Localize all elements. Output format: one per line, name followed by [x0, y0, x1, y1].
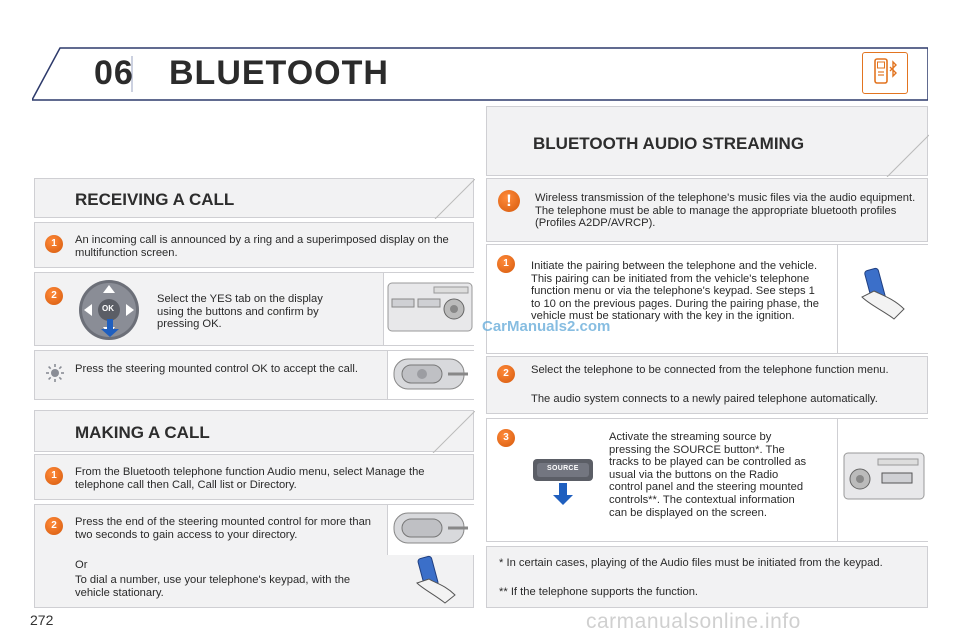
radio-panel-thumbnail [837, 419, 928, 541]
step-text: Select the telephone to be connected from the telephone function menu. [531, 364, 889, 376]
watermark-middle: CarManuals2.com [482, 318, 611, 335]
page-header [32, 46, 928, 102]
step-text-2: The audio system connects to a newly paired telephone automatically. [531, 393, 878, 405]
step-number-badge: 1 [497, 255, 515, 273]
steering-control-thumbnail [387, 351, 474, 399]
header-frame [32, 46, 928, 102]
streaming-step-3 [486, 418, 928, 542]
section-title-receiving: RECEIVING A CALL [75, 190, 235, 209]
source-button-icon [521, 445, 609, 507]
steering-control-thumbnail [387, 505, 474, 555]
streaming-step-1 [486, 244, 928, 354]
step-or-text: Or [75, 559, 88, 571]
footnote-1: * In certain cases, playing of the Audio files must be initiated from the keypad. [499, 557, 883, 569]
receiving-step-2 [34, 272, 474, 346]
ok-label: OK [102, 304, 114, 313]
phone-in-hand-icon [405, 555, 465, 607]
making-title-box [34, 410, 474, 452]
step-number-badge: 2 [45, 287, 63, 305]
bluetooth-phone-icon [862, 52, 908, 94]
tip-text: Press the steering mounted control OK to accept the call. [75, 363, 358, 375]
step-number-badge: 1 [45, 467, 63, 485]
making-step-2 [34, 504, 474, 608]
step-number-badge: 3 [497, 429, 515, 447]
ok-navigation-pad-icon [69, 277, 149, 343]
page-title: BLUETOOTH [169, 54, 389, 92]
streaming-footnotes [486, 546, 928, 608]
section-title-making: MAKING A CALL [75, 423, 210, 442]
step-text: Initiate the pairing between the telephone and the vehicle. This pairing can be initiated from the vehicle's telephone function menu or via the telephone's keypad. See steps 1 to 10 on the previous pages. During the pairing phase, the vehicle must be stationary with the key in the ignition. [531, 260, 819, 323]
receiving-step-1 [34, 222, 474, 268]
warning-exclamation-icon: ! [498, 190, 520, 212]
watermark-footer: carmanualsonline.info [586, 610, 801, 633]
step-number-badge: 2 [45, 517, 63, 535]
streaming-step-2 [486, 356, 928, 414]
source-button-label: SOURCE [547, 465, 579, 472]
radio-panel-thumbnail [383, 273, 474, 345]
streaming-title-box [486, 106, 928, 176]
step-text: Select the YES tab on the display using the buttons and confirm by pressing OK. [157, 293, 323, 331]
step-text: An incoming call is announced by a ring and a superimposed display on the multifunction screen. [75, 234, 449, 259]
warning-text: Wireless transmission of the telephone's music files via the audio equipment. The telephone must be able to manage the appropriate bluetooth profiles (Profiles A2DP/AVRCP). [535, 192, 916, 230]
step-text: Press the end of the steering mounted control for more than two seconds to gain access to your directory. [75, 516, 372, 541]
streaming-warning [486, 178, 928, 242]
step-number-badge: 1 [45, 235, 63, 253]
step-number-badge: 2 [497, 365, 515, 383]
step-text: From the Bluetooth telephone function Audio menu, select Manage the telephone call then Call, Call list or Directory. [75, 466, 425, 491]
sun-tip-icon [45, 363, 65, 383]
section-title-streaming: BLUETOOTH AUDIO STREAMING [533, 134, 805, 153]
page-number: 272 [30, 612, 54, 628]
phone-in-hand-thumbnail [837, 245, 928, 353]
step-text: Activate the streaming source by pressing the SOURCE button*. The tracks to be played can be controlled as usual via the buttons on the Radio control panel and the steering mounted controls**. The contextual information can be displayed on the screen. [609, 431, 807, 519]
receiving-tip [34, 350, 474, 400]
footnote-2: ** If the telephone supports the function. [499, 586, 699, 598]
receiving-title-box [34, 178, 474, 218]
step-text-2: To dial a number, use your telephone's keypad, with the vehicle stationary. [75, 574, 351, 599]
making-step-1 [34, 454, 474, 500]
chapter-number: 06 [94, 54, 134, 92]
